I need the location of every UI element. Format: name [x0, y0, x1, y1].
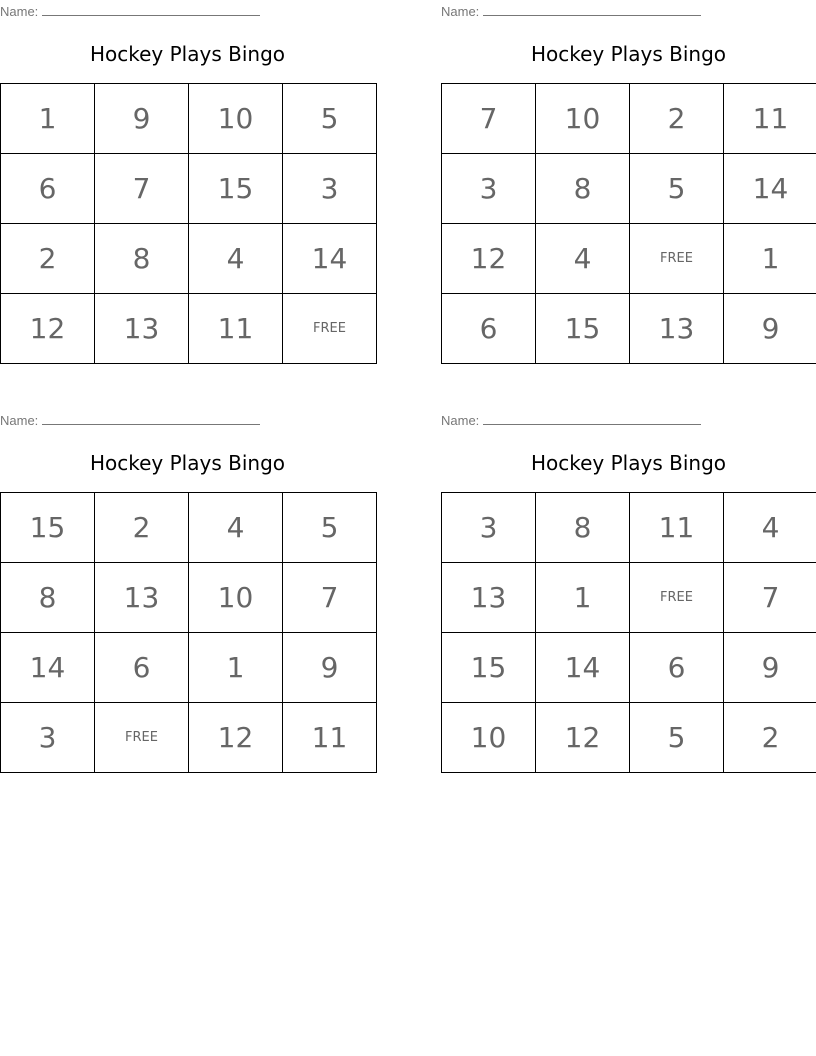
bingo-cell: 7: [724, 563, 816, 633]
bingo-cell: 5: [630, 154, 724, 224]
bingo-cell: 5: [283, 493, 377, 563]
bingo-cell: 10: [189, 563, 283, 633]
bingo-cell: 9: [95, 84, 189, 154]
bingo-cell: 13: [442, 563, 536, 633]
free-space-cell: FREE: [283, 294, 377, 364]
name-field[interactable]: [441, 3, 701, 19]
bingo-cell: 15: [1, 493, 95, 563]
bingo-cell: 12: [1, 294, 95, 364]
bingo-cell: 2: [630, 84, 724, 154]
bingo-cell: 3: [442, 154, 536, 224]
bingo-cell: 10: [536, 84, 630, 154]
card-title: Hockey Plays Bingo: [89, 451, 285, 475]
bingo-cell: 1: [1, 84, 95, 154]
bingo-cell: 5: [283, 84, 377, 154]
free-space-cell: FREE: [630, 563, 724, 633]
bingo-cell: 6: [1, 154, 95, 224]
bingo-cell: 13: [95, 294, 189, 364]
bingo-cell: 13: [630, 294, 724, 364]
bingo-grid: [441, 83, 816, 364]
bingo-cell: 6: [95, 633, 189, 703]
name-blank-line[interactable]: [42, 3, 260, 16]
bingo-cell: 14: [283, 224, 377, 294]
card-title: Hockey Plays Bingo: [530, 42, 726, 66]
name-field[interactable]: [0, 412, 260, 428]
bingo-cell: 15: [189, 154, 283, 224]
bingo-cell: 4: [536, 224, 630, 294]
bingo-cell: 8: [95, 224, 189, 294]
bingo-cell: 1: [724, 224, 816, 294]
bingo-cell: 1: [536, 563, 630, 633]
bingo-cell: 12: [189, 703, 283, 773]
bingo-cell: 7: [442, 84, 536, 154]
bingo-cell: 7: [95, 154, 189, 224]
bingo-cell: 8: [536, 154, 630, 224]
bingo-cell: 11: [724, 84, 816, 154]
bingo-cell: 15: [536, 294, 630, 364]
free-space-cell: FREE: [95, 703, 189, 773]
bingo-cell: 6: [630, 633, 724, 703]
card-title: Hockey Plays Bingo: [530, 451, 726, 475]
bingo-cell: 14: [536, 633, 630, 703]
name-label: Name:: [0, 413, 39, 428]
name-label: Name:: [441, 4, 480, 19]
bingo-cell: 15: [442, 633, 536, 703]
bingo-cell: 4: [724, 493, 816, 563]
bingo-cell: 2: [95, 493, 189, 563]
bingo-cell: 14: [1, 633, 95, 703]
bingo-cell: 4: [189, 224, 283, 294]
bingo-grid: [0, 83, 377, 364]
bingo-cell: 11: [630, 493, 724, 563]
bingo-cell: 3: [442, 493, 536, 563]
name-field[interactable]: [441, 412, 701, 428]
bingo-cell: 12: [536, 703, 630, 773]
bingo-cell: 8: [1, 563, 95, 633]
bingo-grid: [0, 492, 377, 773]
bingo-cell: 1: [189, 633, 283, 703]
bingo-grid: [441, 492, 816, 773]
free-space-cell: FREE: [630, 224, 724, 294]
name-blank-line[interactable]: [42, 412, 260, 425]
bingo-cell: 4: [189, 493, 283, 563]
bingo-cell: 2: [724, 703, 816, 773]
card-title: Hockey Plays Bingo: [89, 42, 285, 66]
bingo-cell: 9: [724, 294, 816, 364]
bingo-cell: 11: [189, 294, 283, 364]
name-field[interactable]: [0, 3, 260, 19]
name-blank-line[interactable]: [483, 3, 701, 16]
bingo-cell: 5: [630, 703, 724, 773]
name-label: Name:: [441, 413, 480, 428]
bingo-cell: 10: [189, 84, 283, 154]
bingo-cell: 3: [283, 154, 377, 224]
bingo-cell: 11: [283, 703, 377, 773]
bingo-cell: 10: [442, 703, 536, 773]
name-blank-line[interactable]: [483, 412, 701, 425]
name-label: Name:: [0, 4, 39, 19]
bingo-cell: 12: [442, 224, 536, 294]
bingo-cell: 13: [95, 563, 189, 633]
bingo-cell: 6: [442, 294, 536, 364]
bingo-cell: 7: [283, 563, 377, 633]
bingo-cell: 9: [724, 633, 816, 703]
bingo-cell: 3: [1, 703, 95, 773]
bingo-cell: 14: [724, 154, 816, 224]
bingo-cell: 9: [283, 633, 377, 703]
bingo-cell: 8: [536, 493, 630, 563]
bingo-cell: 2: [1, 224, 95, 294]
